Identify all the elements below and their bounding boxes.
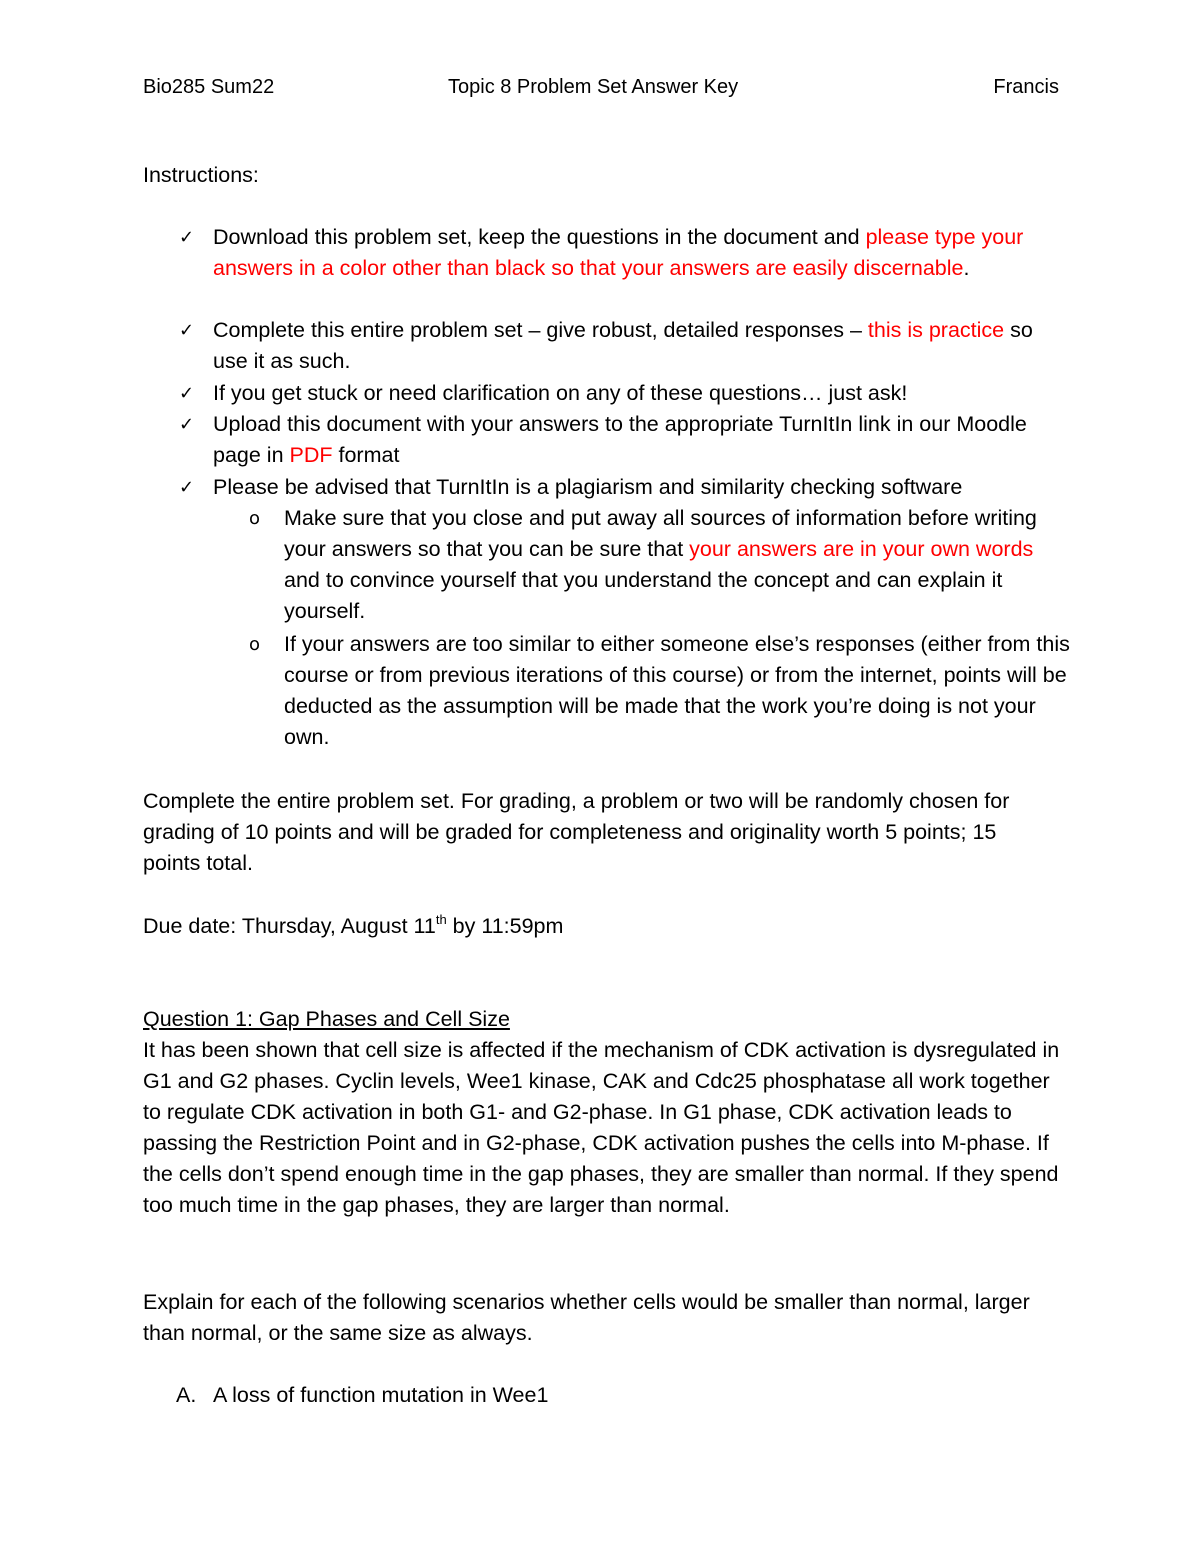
- bullet-upload-highlight: PDF: [289, 443, 333, 467]
- item-a-text: A loss of function mutation in Wee1: [213, 1383, 549, 1407]
- instructions-label: Instructions:: [143, 163, 259, 187]
- circle-o-bullet: o: [249, 508, 261, 529]
- question-1-title: Question 1: Gap Phases and Cell Size: [143, 1007, 510, 1031]
- bullet-complete-end: so use it as such.: [213, 318, 1033, 373]
- header-course: Bio285 Sum22: [143, 76, 275, 98]
- checkmark-icon: ✓: [179, 227, 195, 247]
- bullet-complete-text: Complete this entire problem set – give robust, detailed responses –: [213, 318, 868, 342]
- due-date-time: by 11:59pm: [446, 914, 564, 938]
- due-date-text: Due date: Thursday, August 11: [143, 914, 436, 938]
- bullet-download-end: .: [963, 256, 970, 280]
- due-date: [143, 911, 1073, 942]
- sub-bullet-own-words-end: and to convince yourself that you understand the concept and can explain it yourself.: [284, 568, 1003, 623]
- sub-bullet-own-words-text: Make sure that you close and put away all sources of information before writing your answers so that you can be sure that: [284, 506, 1037, 561]
- bullet-upload-text: Upload this document with your answers to the appropriate TurnItIn link in our Moodle page in: [213, 412, 1027, 467]
- bullet-upload: [213, 409, 1073, 471]
- bullet-upload-end: format: [332, 443, 400, 467]
- bullet-ask: If you get stuck or need clarification on any of these questions… just ask!: [213, 381, 908, 405]
- circle-o-bullet: o: [249, 634, 261, 655]
- sub-bullet-own-words: [284, 503, 1074, 627]
- checkmark-icon: ✓: [179, 477, 195, 497]
- header-title: Topic 8 Problem Set Answer Key: [448, 76, 739, 98]
- bullet-download-text: Download this problem set, keep the questions in the document and: [213, 225, 866, 249]
- bullet-download-highlight: please type your answers in a color other than black so that your answers are easily discernable: [213, 225, 1024, 280]
- bullet-download: [213, 222, 1073, 284]
- bullet-complete: [213, 315, 1073, 377]
- grading-paragraph: Complete the entire problem set. For grading, a problem or two will be randomly chosen for grading of 10 points and will be graded for completeness and originality worth 5 points; 15 points total.: [143, 789, 1010, 875]
- due-date-superscript: th: [435, 912, 447, 927]
- item-a-marker: A.: [176, 1383, 197, 1407]
- checkmark-icon: ✓: [179, 320, 195, 340]
- question-1-body: It has been shown that cell size is affected if the mechanism of CDK activation is dysregulated in G1 and G2 phases. Cyclin levels, Wee1 kinase, CAK and Cdc25 phosphatase all work together to regulate CDK activation in both G1- and G2-phase. In G1 phase, CDK activation leads to passing the Restriction Point and in G2-phase, CDK activation pushes the cells into M-phase. If the cells don’t spend enough time in the gap phases, they are smaller than normal. If they spend too much time in the gap phases, they are larger than normal.: [143, 1038, 1060, 1217]
- sub-bullet-similarity: If your answers are too similar to either someone else’s responses (either from this course or from previous iterations of this course) or from the internet, points will be deducted as the assumption will be made that the work you’re doing is not your own.: [284, 632, 1070, 749]
- sub-bullet-own-words-highlight: your answers are in your own words: [689, 537, 1034, 561]
- checkmark-icon: ✓: [179, 414, 195, 434]
- bullet-complete-highlight: this is practice: [867, 318, 1005, 342]
- header-author: Francis: [993, 76, 1059, 98]
- bullet-turnitin: Please be advised that TurnItIn is a plagiarism and similarity checking software: [213, 475, 963, 499]
- question-1-prompt: Explain for each of the following scenarios whether cells would be smaller than normal, larger than normal, or the same size as always.: [143, 1290, 1030, 1345]
- checkmark-icon: ✓: [179, 383, 195, 403]
